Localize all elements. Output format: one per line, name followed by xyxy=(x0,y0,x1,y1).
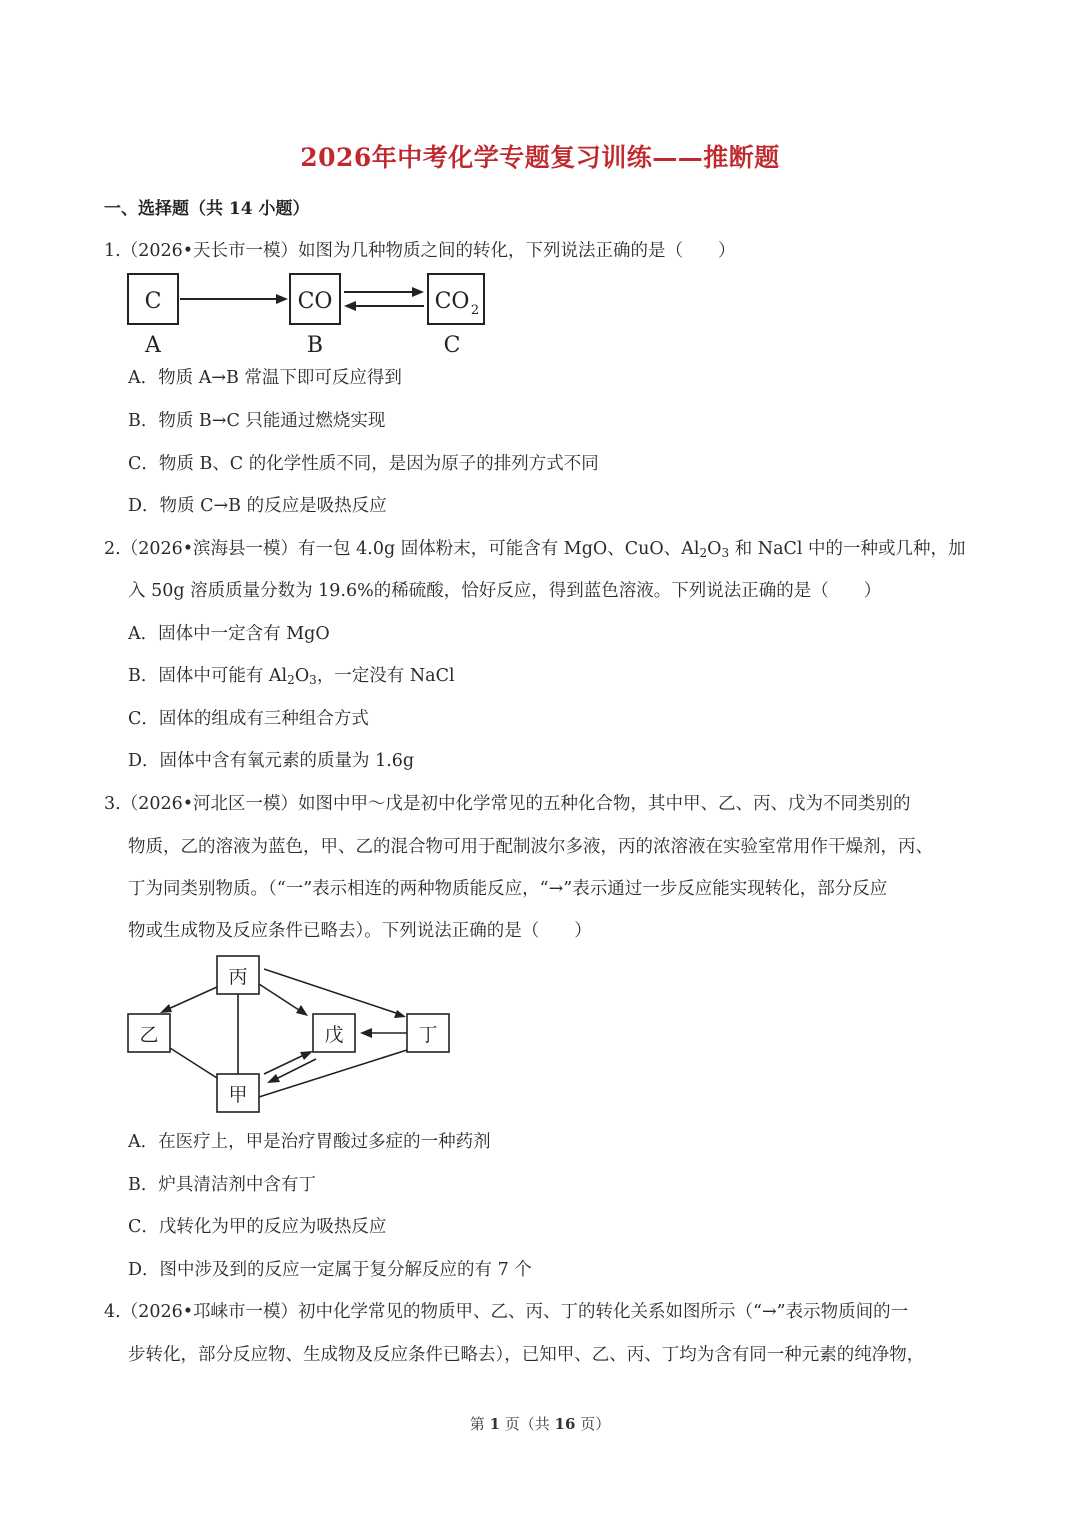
q1-box-b-text: CO xyxy=(297,289,333,314)
footer-page-number: 1 xyxy=(489,1415,500,1433)
q3-arrow-bing-yi xyxy=(166,987,217,1010)
q1-box-c-sub: 2 xyxy=(470,303,480,318)
q2-line1-pre: 2.（2026•滨海县一模）有一包 4.0g 固体粉末，可能含有 MgO、CuO、Al xyxy=(104,539,700,559)
q3-box-ding-text: 丁 xyxy=(418,1024,438,1046)
q2-line1-mid: O xyxy=(707,539,722,559)
q3-stem-line-1: 3.（2026•河北区一模）如图中甲～戊是初中化学常见的五种化合物，其中甲、乙、丙、戊为不同类别的 xyxy=(104,794,911,814)
q3-arrow-bing-ding xyxy=(264,969,399,1014)
section-heading: 一、选择题（共 14 小题） xyxy=(104,199,310,219)
q3-option-b: B．炉具清洁剂中含有丁 xyxy=(128,1175,316,1195)
q3-diagram xyxy=(124,952,458,1116)
q2-line1-sub1: 2 xyxy=(699,546,708,560)
q2-option-b xyxy=(128,662,455,687)
footer-pre: 第 xyxy=(469,1415,490,1433)
q3-stem-line-2: 物质，乙的溶液为蓝色，甲、乙的混合物可用于配制波尔多液，丙的浓溶液在实验室常用作干燥剂，丙、 xyxy=(128,837,933,857)
q1-arrow-ab-head xyxy=(276,294,288,304)
q1-box-c-text: CO xyxy=(434,289,470,314)
q4-stem-line-2: 步转化，部分反应物、生成物及反应条件已略去），已知甲、乙、丙、丁均为含有同一种元素的纯净物， xyxy=(128,1345,925,1365)
q1-option-b: B．物质 B→C 只能通过燃烧实现 xyxy=(128,411,386,431)
q1-arrow-cb-head xyxy=(344,301,356,311)
q3-arrow-bing-yi-head xyxy=(160,1004,172,1013)
q3-arrow-jia-wu-head xyxy=(300,1051,313,1060)
q2-option-c: C．固体的组成有三种组合方式 xyxy=(128,709,369,729)
q1-label-b: B xyxy=(306,333,324,358)
q3-option-a: A．在医疗上，甲是治疗胃酸过多症的一种药剂 xyxy=(128,1132,491,1152)
q1-label-c: C xyxy=(443,333,461,358)
q3-option-c: C．戊转化为甲的反应为吸热反应 xyxy=(128,1217,387,1237)
q1-option-a: A．物质 A→B 常温下即可反应得到 xyxy=(128,368,402,388)
q3-line-ding-jia xyxy=(259,1050,407,1097)
q3-box-wu-text: 戊 xyxy=(324,1024,344,1046)
q3-option-d: D．图中涉及到的反应一定属于复分解反应的有 7 个 xyxy=(128,1260,532,1280)
q3-box-bing-text: 丙 xyxy=(228,966,248,988)
q3-line-yi-jia xyxy=(170,1048,217,1078)
q4-stem-line-1: 4.（2026•邛崃市一模）初中化学常见的物质甲、乙、丙、丁的转化关系如图所示（“→”表示物质间的一 xyxy=(104,1302,909,1322)
q3-box-jia-text: 甲 xyxy=(228,1084,248,1106)
q2-optb-pre: B．固体中可能有 Al xyxy=(128,666,288,686)
q1-option-c: C．物质 B、C 的化学性质不同，是因为原子的排列方式不同 xyxy=(128,454,599,474)
q2-stem-line-1 xyxy=(104,535,966,560)
q3-arrow-wu-jia xyxy=(274,1059,316,1080)
q3-stem-line-4: 物或生成物及反应条件已略去）。下列说法正确的是（ ） xyxy=(128,921,592,941)
q3-arrow-wu-jia-head xyxy=(267,1074,280,1083)
q1-label-a: A xyxy=(145,333,161,358)
q2-stem-line-2: 入 50g 溶质质量分数为 19.6%的稀硫酸，恰好反应，得到蓝色溶液。下列说法正确的是（ ） xyxy=(128,581,882,601)
page-title: 2026年中考化学专题复习训练——推断题 xyxy=(300,143,780,172)
footer-total-pages: 16 xyxy=(554,1415,576,1433)
q1-diagram xyxy=(120,268,500,360)
q2-optb-sub1: 2 xyxy=(287,673,295,687)
footer-mid: 页（共 xyxy=(500,1415,555,1433)
q1-box-a-text: C xyxy=(144,289,162,314)
q2-line1-post: 和 NaCl 中的一种或几种，加 xyxy=(729,539,966,559)
q3-arrow-ding-wu-head xyxy=(360,1028,372,1038)
q1-option-d: D．物质 C→B 的反应是吸热反应 xyxy=(128,496,387,516)
q2-line1-sub2: 3 xyxy=(721,546,730,560)
q2-optb-sub2: 3 xyxy=(309,673,317,687)
q1-stem: 1.（2026•天长市一模）如图为几种物质之间的转化，下列说法正确的是（ ） xyxy=(104,241,736,261)
q2-option-d: D．固体中含有氧元素的质量为 1.6g xyxy=(128,751,415,771)
q3-arrow-bing-ding-head xyxy=(394,1010,406,1018)
q3-arrow-bing-wu-head xyxy=(296,1005,308,1016)
q3-box-yi-text: 乙 xyxy=(139,1024,159,1046)
q3-arrow-bing-wu xyxy=(259,984,302,1012)
q2-option-a: A．固体中一定含有 MgO xyxy=(128,624,330,644)
footer-post: 页） xyxy=(575,1415,611,1433)
q3-arrow-jia-wu xyxy=(264,1054,306,1074)
page-footer xyxy=(0,1413,1080,1434)
q1-arrow-bc-head xyxy=(412,287,424,297)
q2-optb-post: ，一定没有 NaCl xyxy=(316,666,455,686)
q2-optb-mid: O xyxy=(294,666,310,686)
q3-stem-line-3: 丁为同类别物质。（“一”表示相连的两种物质能反应，“→”表示通过一步反应能实现转化，部分反应 xyxy=(128,879,888,899)
